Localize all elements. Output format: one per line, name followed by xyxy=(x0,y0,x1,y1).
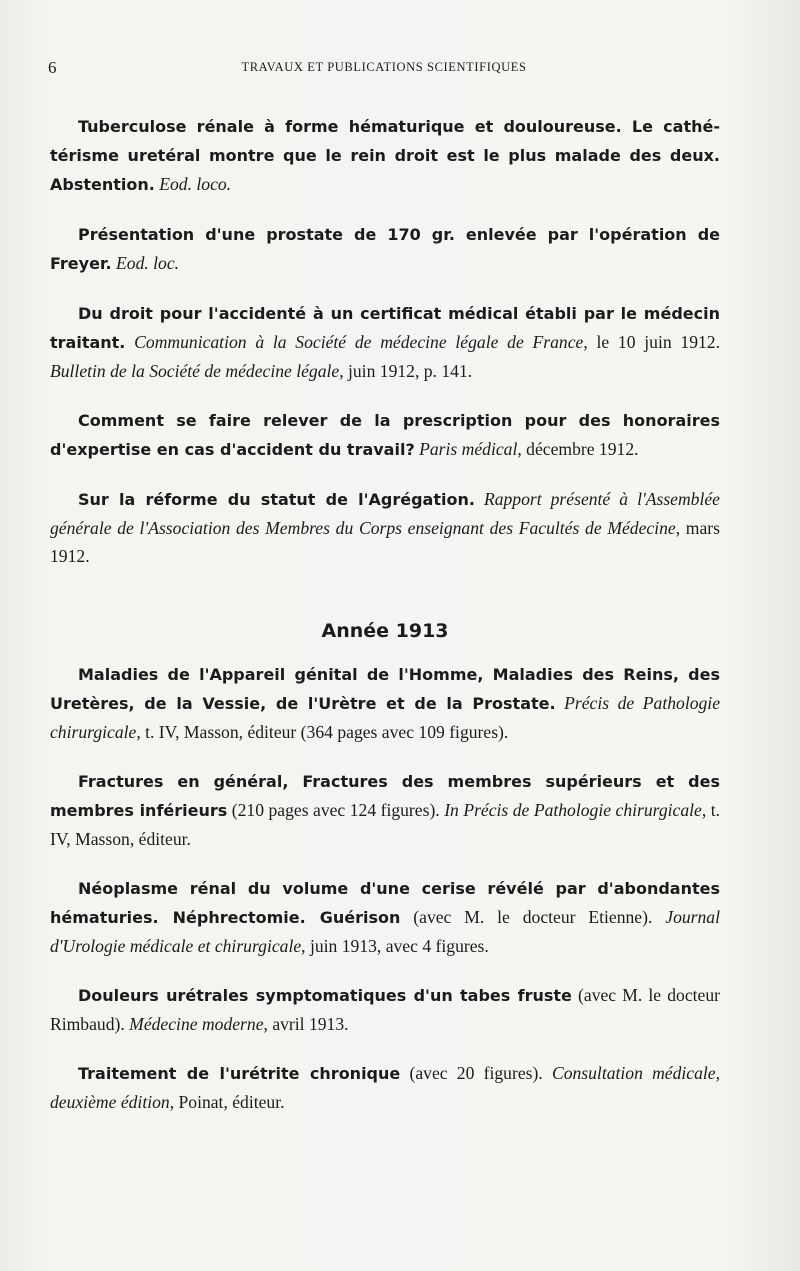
entry-details: (avec 20 figures). xyxy=(400,1063,552,1083)
publication-entry xyxy=(50,1059,720,1116)
entry-title: Fractures en général, Fractures des membres supérieurs et des membres inférieurs xyxy=(50,772,720,820)
entry-reference: Précis de Pathologie chirurgicale xyxy=(50,693,721,742)
entry-reference: Communication à la Société de médecine légale de France xyxy=(134,332,584,352)
publication-entry xyxy=(50,406,720,464)
entry-details: , t. IV, Masson, éditeur (364 pages avec 109 figures). xyxy=(136,722,509,742)
running-title: TRAVAUX ET PUBLICATIONS SCIENTIFIQUES xyxy=(241,60,527,74)
entry-details: , Poinat, éditeur. xyxy=(169,1092,285,1112)
entry-reference: Eod. loco. xyxy=(159,174,232,194)
publication-entry xyxy=(50,299,720,385)
entry-reference: Journal d'Urologie médicale et chirurgicale xyxy=(50,907,720,956)
page-header xyxy=(48,58,720,80)
entry-reference: In Précis de Pathologie chirurgicale xyxy=(444,800,702,820)
page-number: 6 xyxy=(48,58,57,77)
entry-date: , juin 1912, p. 141. xyxy=(339,361,473,381)
publication-entry xyxy=(50,874,720,960)
entry-reference: Paris médical xyxy=(419,439,518,459)
entry-title: Comment se faire relever de la prescription pour des honoraires d'expertise en cas d'accident du travail? xyxy=(50,411,720,459)
publication-entry xyxy=(50,220,720,278)
entry-title: Maladies de l'Appareil génital de l'Homme, Maladies des Reins, des Uretères, de la Vessie, de l'Urètre et de la Prostate. xyxy=(50,665,720,713)
entry-reference: Rapport présenté à l'Assemblée générale de l'Association des Membres du Corps enseignant des Facultés de Médecine xyxy=(50,489,720,538)
publication-entry xyxy=(50,767,720,853)
publication-entry xyxy=(50,981,720,1038)
entry-details: (avec M. le docteur Rimbaud). xyxy=(50,985,721,1034)
entry-details: (210 pages avec 124 figures). xyxy=(227,800,445,820)
entry-date: , mars 1912. xyxy=(50,518,720,566)
entry-details: , t. IV, Masson, éditeur. xyxy=(50,800,720,849)
entry-title: Tuberculose rénale à forme hématurique et douloureuse. Le cathétérisme uretéral montre que le rein droit est le plus malade des deux. Abstention. xyxy=(50,117,720,194)
publication-entry xyxy=(50,112,720,199)
entry-reference: Médecine moderne xyxy=(129,1014,264,1034)
entry-reference: Consultation médicale, deuxième édition xyxy=(50,1063,720,1112)
entry-date: , décembre 1912. xyxy=(517,439,639,459)
page-content xyxy=(50,112,720,1137)
year-heading: Année 1913 xyxy=(321,620,449,642)
entry-details: , juin 1913, avec 4 figures. xyxy=(301,936,489,956)
publication-entry xyxy=(50,660,720,746)
entry-title: Néoplasme rénal du volume d'une cerise révélé par d'abondantes hématuries. Néphrectomie. Guérison xyxy=(50,879,720,927)
entry-title: Présentation d'une prostate de 170 gr. enlevée par l'opération de Freyer. xyxy=(50,225,720,273)
entry-title: Traitement de l'urétrite chronique xyxy=(78,1064,401,1083)
entry-details: , avril 1913. xyxy=(263,1014,349,1034)
entry-reference: Bulletin de la Société de médecine légale xyxy=(50,361,340,381)
entry-title: Douleurs urétrales symptomatiques d'un tabes fruste xyxy=(78,986,572,1005)
publication-entry xyxy=(50,485,720,570)
entry-date: , le 10 juin 1912. xyxy=(583,332,720,352)
entry-title: Du droit pour l'accidenté à un certificat médical établi par le médecin traitant. xyxy=(50,304,720,352)
entry-title: Sur la réforme du statut de l'Agrégation. xyxy=(78,490,475,509)
entry-details: (avec M. le docteur Etienne). xyxy=(400,907,666,927)
entry-reference: Eod. loc. xyxy=(116,253,180,273)
